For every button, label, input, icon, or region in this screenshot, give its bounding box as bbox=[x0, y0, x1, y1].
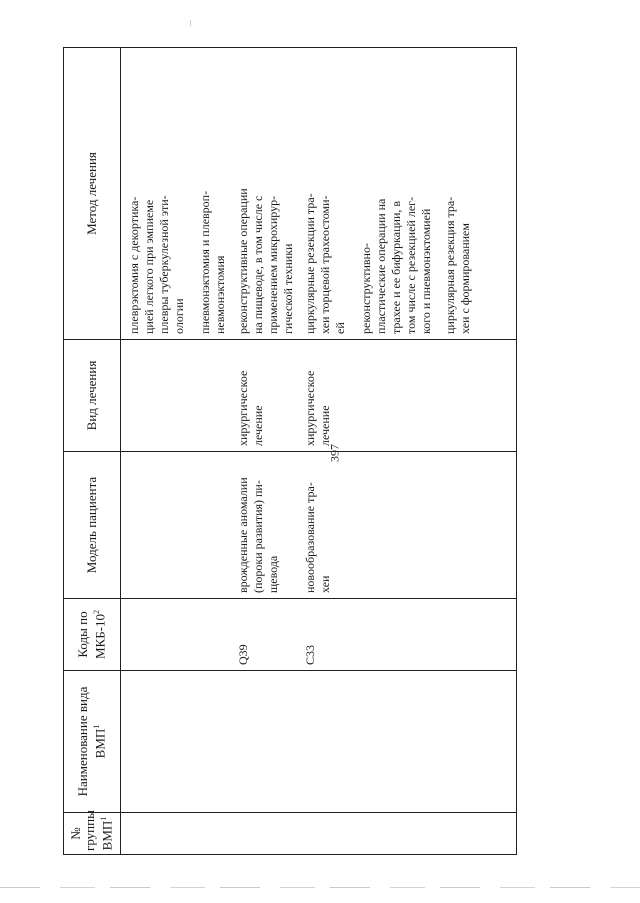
page-number: 397 bbox=[327, 444, 342, 462]
header-group-number-label: № группы ВМП bbox=[68, 810, 115, 851]
header-type-name bbox=[64, 671, 121, 813]
cell-patient-model bbox=[121, 452, 517, 599]
cell-treatment-method bbox=[121, 48, 517, 340]
scan-edge-line bbox=[0, 887, 640, 888]
method-reconstructive-plastic: реконструктивно- пластические операции на трахее и ее бифуркации, в том числе с резекцией лег- кого и пневмонэктомией bbox=[359, 196, 433, 334]
model-trachea-neoplasm: новообразование тра- хеи bbox=[303, 482, 332, 593]
header-type-name-footnote: 1 bbox=[92, 724, 102, 729]
header-group-number bbox=[64, 810, 121, 855]
table-row bbox=[121, 48, 517, 855]
method-circular-resection-forming: циркулярная резекция тра- хеи с формированием bbox=[443, 196, 472, 334]
scan-speck bbox=[190, 20, 191, 26]
cell-codes bbox=[121, 599, 517, 671]
code-q39: Q39 bbox=[236, 644, 250, 665]
type-surgical-c33: хирургическое лечение bbox=[303, 370, 332, 446]
header-type-name-label: Наименование вида ВМП bbox=[75, 686, 108, 797]
header-codes-label: Коды по МКБ-10 bbox=[75, 611, 108, 660]
method-pleurectomy: плеврэктомия с декортика- цией легкого при эмпиеме плевры туберкулезной эти- ологии bbox=[127, 195, 186, 334]
header-treatment-type: Вид лечения bbox=[64, 340, 121, 452]
method-circular-resection: циркулярные резекции тра- хеи торцевой трахеостоми- ей bbox=[303, 193, 347, 334]
cell-treatment-type bbox=[121, 340, 517, 452]
treatment-table bbox=[63, 47, 517, 855]
cell-group-number bbox=[121, 813, 517, 855]
code-c33: C33 bbox=[303, 644, 317, 665]
table-header-row bbox=[64, 48, 121, 855]
rotated-table-sheet bbox=[63, 90, 523, 855]
cell-type-name bbox=[121, 671, 517, 813]
header-group-number-footnote: 1 bbox=[99, 816, 109, 821]
method-esophagus-reconstruction: реконструктивные операции на пищеводе, в том числе с применением микрохирур- гической техники bbox=[236, 188, 295, 334]
type-surgical-q39: хирургическое лечение bbox=[236, 370, 265, 446]
header-treatment-method: Метод лечения bbox=[64, 48, 121, 340]
method-pneumonectomy: пневмонэктомия и плевроп- невмонэктомия bbox=[198, 190, 227, 334]
header-codes-footnote: 2 bbox=[92, 609, 102, 614]
header-patient-model: Модель пациента bbox=[64, 452, 121, 599]
model-esophagus-anomalies: врожденные аномалии (пороки развития) пи- щевода bbox=[236, 477, 280, 593]
header-codes bbox=[64, 599, 121, 671]
